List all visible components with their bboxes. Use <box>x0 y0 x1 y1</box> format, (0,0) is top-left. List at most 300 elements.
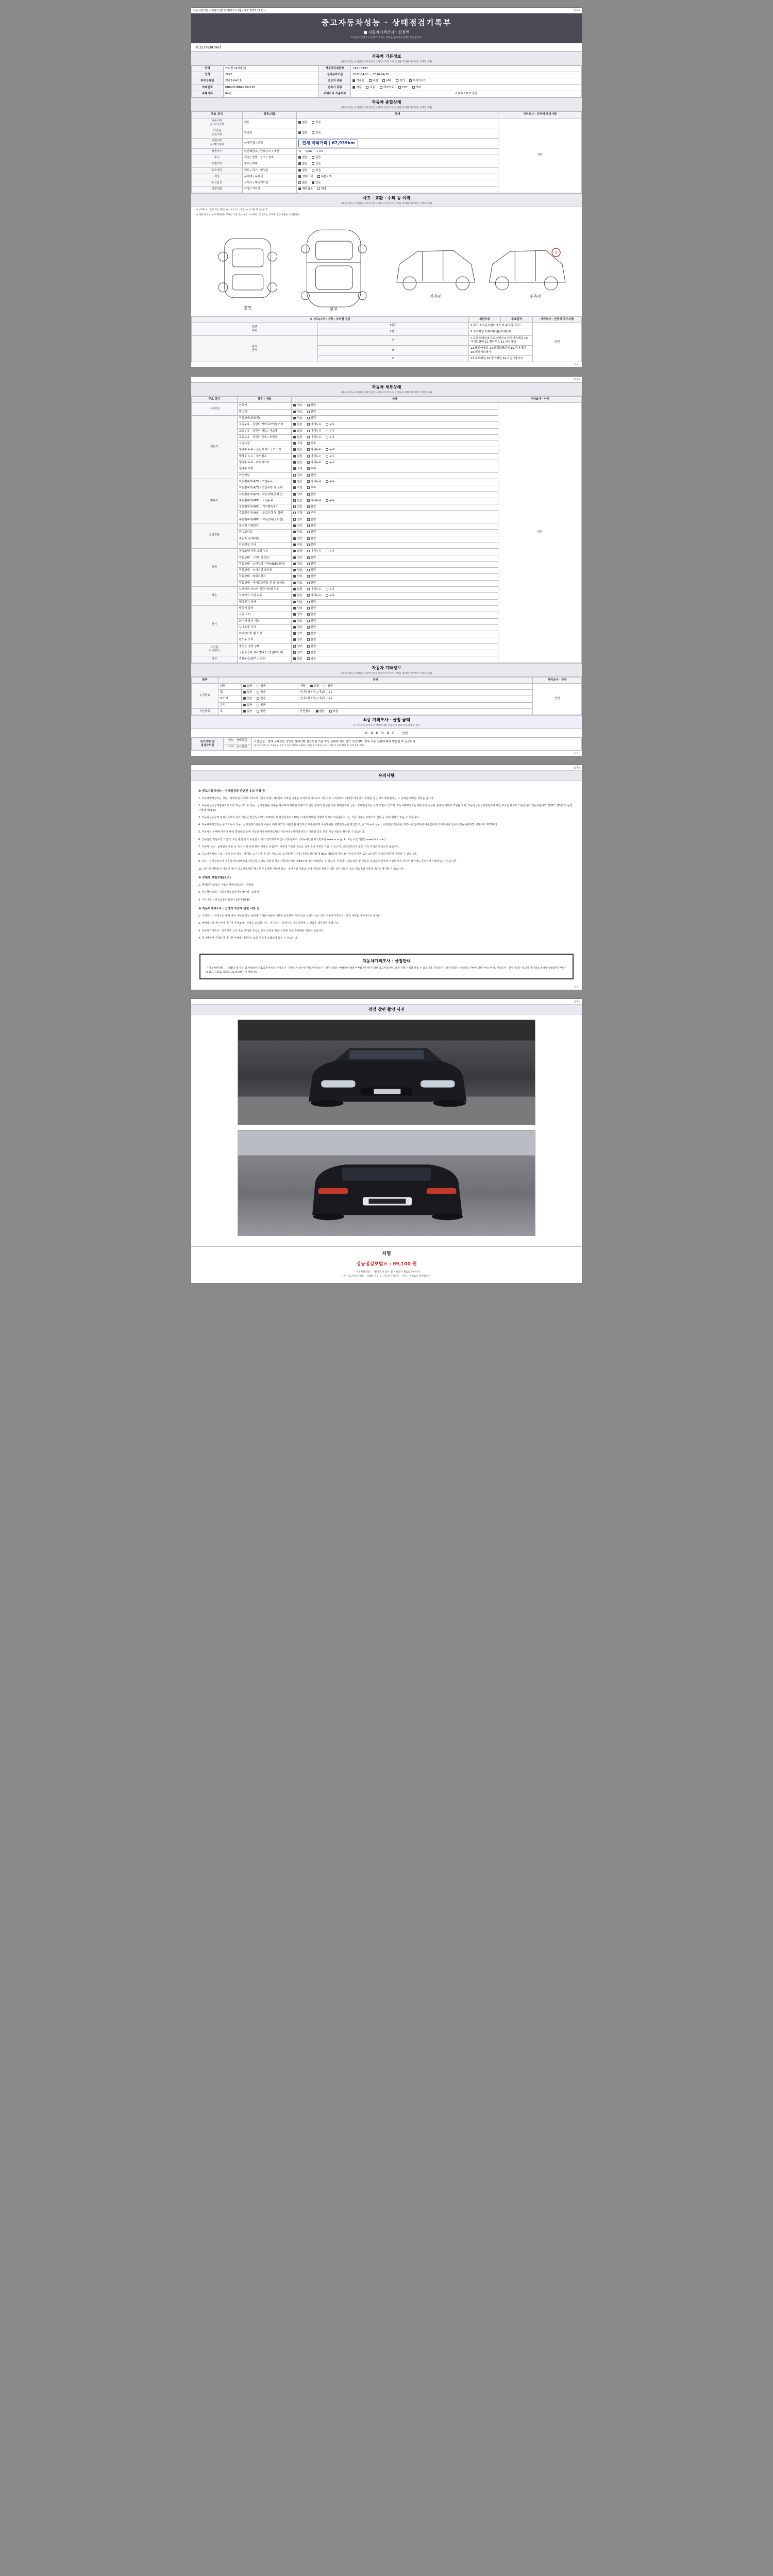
row-state[interactable] <box>292 523 498 530</box>
row-state[interactable] <box>292 593 498 599</box>
row-label: 최초등록일 <box>192 78 224 84</box>
state-ok[interactable]: 적정 <box>293 486 302 490</box>
row-state[interactable] <box>297 161 498 167</box>
table-row <box>192 696 582 702</box>
state-good[interactable]: 양호 <box>293 411 302 414</box>
table-row <box>192 709 582 715</box>
row-group: 저당권 등록여부 <box>192 128 243 139</box>
state-good[interactable]: 양호 <box>293 651 302 655</box>
state-bad[interactable]: 불량 <box>307 537 316 541</box>
state-bad[interactable]: 불량 <box>307 575 316 579</box>
section-basic-info-sub: (자동차성능·상태점검자 확인사항 / 자동차가격조사·산정을 의뢰한 경우에만 기재합니다) <box>341 60 432 63</box>
state-good[interactable]: 양호 <box>293 575 302 579</box>
state-good[interactable]: 양호 <box>293 638 302 642</box>
accident-legend-1: ※ (교체) X, (판금 또는 용접) W, (부식) C, (흠집) A, (요철) U, (손상) T <box>196 208 267 211</box>
state-good[interactable]: 양호 <box>293 531 302 534</box>
state-good[interactable]: 양호 <box>293 417 302 420</box>
state-bad[interactable]: 불량 <box>307 404 316 408</box>
notice-item: 5. 자동차의 손해에 대하여 배상 책임보험 등에 가입한 자동차매매업자와 자동차성능상태점검자는 아래와 같은 보험 가입 내용을 확인할 수 있습니다. <box>198 831 365 834</box>
mileage-handwritten: 현재 미래거리 | 67,939km <box>298 140 358 147</box>
state-none[interactable]: 없음 <box>293 480 302 484</box>
row-label: 주행거리 <box>192 91 224 97</box>
state-none[interactable]: 없음 <box>243 704 252 707</box>
row-state[interactable] <box>292 511 498 517</box>
table-header-row <box>192 397 582 403</box>
photo-area <box>191 1014 582 1246</box>
state2-yes[interactable]: 있음 <box>324 685 332 688</box>
table-row <box>192 403 582 409</box>
parts-head: ※ 사고(수리) 이력 / 부위별 점검 <box>192 316 469 323</box>
state-low[interactable]: 부족 <box>307 467 316 471</box>
state-good[interactable]: 양호 <box>293 645 302 649</box>
row-state[interactable] <box>292 574 498 580</box>
notice-intro: ※ 중고자동차성능 · 상태점검과 관련된 유의 사항 등 <box>198 789 265 793</box>
state-none[interactable]: 없음 <box>293 430 302 433</box>
row-state[interactable] <box>292 605 498 612</box>
row-state[interactable] <box>292 542 498 548</box>
state-bad[interactable]: 불량 <box>307 651 316 655</box>
row-state[interactable] <box>297 187 498 193</box>
row-label-2: 연료의 종류 <box>319 78 351 84</box>
state-leak[interactable]: 누유 <box>326 436 334 439</box>
page-number-4: (3쪽) <box>574 1001 580 1004</box>
table-row <box>192 690 582 696</box>
fuel-diesel[interactable]: 디젤 <box>369 79 378 83</box>
notice-item: 6. 성능점검 책임보험 가입 및 보상 관련 문의 사항은 아래의 연락처로 확인이 가능합니다. (자동차민원 대국민포털 www.ecar.go.kr 또는 보험개발원 www.kidi.or.kr) <box>198 838 386 841</box>
row-state[interactable] <box>292 416 498 422</box>
state-good[interactable]: 양호 <box>293 626 302 630</box>
row-state[interactable] <box>292 517 498 523</box>
table-row <box>192 91 582 97</box>
fuel-lpg[interactable]: LPG <box>382 79 391 83</box>
state-bad[interactable]: 불량 <box>307 563 316 566</box>
state-micro[interactable]: 미세누유 <box>307 594 322 598</box>
state-micro[interactable]: 미세누유 <box>307 480 322 484</box>
transmission-options[interactable] <box>351 84 582 91</box>
state2-none[interactable]: 없음 <box>316 710 325 714</box>
row-group: 튜닝 <box>192 155 243 161</box>
svg-text:우측면: 우측면 <box>529 294 542 299</box>
table-row <box>192 702 582 708</box>
row-group: 용도변경 <box>192 167 243 174</box>
sheet-basic <box>191 7 582 368</box>
recall-yes[interactable]: 해당 <box>317 188 326 191</box>
state-yes[interactable]: 있음 <box>257 710 265 714</box>
notice-item: 1. 자동차매매업자는 성능 · 상태점검기록부(가격조사 · 산정 포함) 제2면에 기재된 내용을 고지하지 아니하고 거짓으로 고지했으나 매매한 매수인이 손해를 입은 경우 매매업자는 그 손해를 배상할 책임을 집니다. <box>198 797 434 801</box>
row-item-2[interactable] <box>298 683 533 689</box>
state-none[interactable]: 없음 <box>293 461 302 465</box>
svg-text:앞면: 앞면 <box>244 305 252 310</box>
state-bad[interactable]: 불량 <box>307 582 316 585</box>
section-notice-title: 유의사항 <box>378 773 395 778</box>
state-bad[interactable]: 불량 <box>307 493 316 497</box>
footer-line-2: [ ㅜ ] 중고자동차성능 · 상태를 점검, [ ] 자동차가격조사 · 산정 } 하였음을 확인합니다. <box>342 1275 431 1278</box>
state-low[interactable]: 부족 <box>307 442 316 446</box>
state-leak[interactable]: 누유 <box>326 499 334 503</box>
special-yes[interactable]: 있음 <box>312 162 321 166</box>
state-yes[interactable]: 있음 <box>257 691 265 694</box>
row-state[interactable] <box>292 536 498 542</box>
rank-parts: 17.루프패널 18.필러패널 19.트렁크플로어 <box>469 355 533 362</box>
group-steering: 조향 <box>192 549 238 587</box>
row-item: 후 <box>219 709 242 715</box>
price-warning-box <box>199 954 574 979</box>
price-amount-digits[interactable]: 000000 만원 <box>365 731 408 736</box>
tuning-yes[interactable]: 있음 <box>312 156 321 160</box>
row-item: 자동변속기(A/T) - 오일누유 <box>237 479 292 485</box>
sheet-header-note-2 <box>191 377 582 382</box>
state-bad[interactable]: 불량 <box>307 417 316 420</box>
row-state[interactable] <box>292 624 498 631</box>
state-good[interactable]: 양호 <box>293 601 302 604</box>
row-state[interactable] <box>292 441 498 447</box>
state-none[interactable]: 없음 <box>298 131 307 135</box>
state-yes[interactable]: 있음 <box>307 657 316 661</box>
row-state[interactable] <box>292 637 498 643</box>
state-none[interactable]: 없음 <box>293 594 302 598</box>
section-price-sub: ※ 가격조사·산정자가 상세명세를 작성하여 차량 소유자에게 제공 <box>353 724 420 727</box>
option-yes[interactable]: 있음 <box>312 181 321 185</box>
row-item: 냉각수 누수 - 라디에이터 <box>237 460 292 466</box>
tuning-none[interactable]: 없음 <box>298 156 307 160</box>
parts-head-note: 가격조사 · 산정액 특기사항 <box>533 316 582 323</box>
state-bad[interactable]: 불량 <box>307 524 316 528</box>
state-good[interactable]: 양호 <box>293 474 302 478</box>
row-item: 윈도우 모터 <box>237 637 292 643</box>
page-number-2: (3쪽) <box>574 378 580 382</box>
fuel-hybrid[interactable]: 하이브리드 <box>409 79 426 83</box>
section-overall-sub: (자동차성능·상태점검자 확인사항 / 자동차가격조사·산정을 의뢰한 경우에만 기재합니다) <box>341 107 432 110</box>
row-state[interactable] <box>292 568 498 574</box>
state-bad[interactable]: 불량 <box>307 505 316 509</box>
row-state[interactable] <box>297 138 498 148</box>
price-warning-body: 「 자동차관리법 」 제58조 및 같은 법 시행규칙 제120조에 따라 가격조사 · 산정자가 실시한 자동차가격조사 · 산정 결과는 매매계약 체결 여부를 판단하기 위한 참고자료이며, 실제 거래 가격과 다를 수 있습니다. 가격조사 · 산정 결과는 자동차의 구매에 대한 서비스이며, 가격조사 · 산정 결과는 중고차 가격정보 관리에 활용되며 구매자의 참고 자료로 제공되므로 참고하시기 바랍니다. <box>206 967 566 974</box>
state-low[interactable]: 부족 <box>307 486 316 490</box>
row-item: 자동변속기(A/T) - 오일유량 및 상태 <box>237 485 292 492</box>
state-low[interactable]: 부족 <box>307 512 316 515</box>
row-state[interactable] <box>292 530 498 536</box>
row-item: 클러치 어셈블리 <box>237 523 292 530</box>
state-leak[interactable]: 누수 <box>326 461 334 465</box>
state-leak[interactable]: 누유 <box>326 594 334 598</box>
svg-text:좌측면: 좌측면 <box>430 294 442 299</box>
other-info-table <box>191 677 582 716</box>
special-none[interactable]: 없음 <box>298 162 307 166</box>
row-item: 렌트 <box>242 118 296 128</box>
row-state[interactable] <box>292 555 498 561</box>
state-none[interactable]: 없음 <box>243 685 252 688</box>
basic-info-table <box>191 65 582 97</box>
color-part[interactable]: 부분도색 <box>317 175 332 179</box>
rank-label: C <box>317 355 468 362</box>
usage-yes[interactable]: 있음 <box>312 169 321 173</box>
row-state[interactable] <box>292 403 498 409</box>
state2-yes[interactable]: 있음 <box>329 710 338 714</box>
state-bad[interactable]: 불량 <box>307 638 316 642</box>
state-micro[interactable]: 미세누수 <box>307 461 322 465</box>
row-item: 타이어 <box>219 696 242 702</box>
state-good[interactable]: 양호 <box>293 404 302 408</box>
state-good[interactable]: 양호 <box>293 493 302 497</box>
row-item: 오일유량 <box>237 441 292 447</box>
state-bad[interactable]: 불량 <box>307 544 316 547</box>
row-state[interactable] <box>292 460 498 466</box>
state-some[interactable]: 있음 <box>312 131 321 135</box>
row-state[interactable] <box>292 447 498 453</box>
emission-smoke: 1.0% <box>316 149 324 153</box>
state-leak[interactable]: 누유 <box>326 430 334 433</box>
notice-item: 8. 중고자동차의 구조 · 장치 등의 성능 · 상태를 고지하지 아니한 거짓으로 고지했거나 기재 (자동차관리법 제 80조 제6호에 따라 2년 이하의 징역 또는 2천만원 이하의 벌금에 처해질 수 있습니다. <box>198 853 417 856</box>
state-good[interactable]: 양호 <box>293 613 302 617</box>
state-yes[interactable]: 있음 <box>257 685 265 688</box>
rank-label: B <box>317 346 468 356</box>
section-detail-sub: (자동차성능·상태점검자 확인사항 / 자동차가격조사·산정을 의뢰한 경우에만 기재합니다) <box>341 392 432 395</box>
state-good[interactable]: 양호 <box>293 632 302 636</box>
row-value: 04천 <box>224 91 319 97</box>
table-row <box>192 78 582 84</box>
trans-auto[interactable]: 자동 <box>352 86 361 90</box>
mileage-digits: 0 0 0 0 0 0 안내 <box>351 91 582 97</box>
fuel-electric[interactable]: 전기 <box>396 79 405 83</box>
color-full[interactable]: 전체도색 <box>298 175 313 179</box>
row-item: 실내송풍 모터 <box>237 624 292 631</box>
sheet-header-note <box>191 8 582 13</box>
section-overall-band <box>191 97 582 111</box>
usage-none[interactable]: 없음 <box>298 169 307 173</box>
state-bad[interactable]: 불량 <box>307 518 316 522</box>
recall-none[interactable]: 해당없음 <box>298 188 313 191</box>
state-good[interactable]: 양호 <box>293 607 302 611</box>
row-item: 렌트 / 리스 / 영업용 <box>242 167 296 174</box>
row-item: 작동상태 - 스티어링 조인트 <box>237 568 292 574</box>
row-state[interactable] <box>292 643 498 650</box>
row-item: 변속기 <box>237 409 292 415</box>
remarks-content <box>252 738 582 751</box>
state-none[interactable]: 없음 <box>243 697 252 701</box>
section-accident-band <box>191 193 582 207</box>
row-state[interactable] <box>292 612 498 618</box>
notice-item: 10. 매수인(매매업자 이외의 자)이 중고자동차를 매수한 후 1개월 이내에 성능 · 상태점검 내용과 실제 차량의 상태가 다른 경우 매도인 또는 성능점검자에게 이의를 제기할 수 있습니다. <box>198 867 405 871</box>
row-state[interactable] <box>292 580 498 586</box>
row-state[interactable] <box>297 148 498 155</box>
row-state[interactable] <box>292 466 498 472</box>
row-item: 이행 / 미이행 <box>242 187 296 193</box>
group-fuel: 연료 <box>192 656 238 663</box>
state-none[interactable]: 없음 <box>293 499 302 503</box>
state-bad[interactable]: 불량 <box>307 613 316 617</box>
row-state[interactable] <box>297 167 498 174</box>
rank-label: A <box>317 335 468 346</box>
state-bad[interactable]: 불량 <box>307 632 316 636</box>
group-hv-electric: 고전원 전기장치 <box>192 643 238 656</box>
state-bad[interactable]: 불량 <box>307 620 316 623</box>
state-none[interactable]: 없음 <box>293 423 302 427</box>
sheet-footer-3: (3쪽) <box>574 986 579 989</box>
state-ok[interactable]: 적정 <box>293 467 302 471</box>
row-state[interactable] <box>292 656 498 663</box>
state-leak[interactable]: 누수 <box>326 455 334 459</box>
state-leak[interactable]: 누유 <box>326 423 334 427</box>
state-none[interactable]: 없음 <box>293 550 302 553</box>
photo-rear-image <box>238 1131 535 1235</box>
row-state[interactable] <box>297 155 498 161</box>
row-state[interactable] <box>297 128 498 139</box>
state-yes[interactable]: 있음 <box>257 704 265 707</box>
row-state[interactable] <box>292 650 498 656</box>
row-state[interactable] <box>292 492 498 498</box>
trans-manual[interactable]: 수동 <box>366 86 375 90</box>
row-item: 냉각수 수량 <box>237 466 292 472</box>
state-none[interactable]: 없음 <box>243 710 252 714</box>
row-position <box>298 702 533 708</box>
state-none[interactable]: 없음 <box>293 448 302 452</box>
state-micro[interactable]: 미세누유 <box>307 550 322 553</box>
state-leak[interactable]: 누유 <box>326 550 334 553</box>
state-good[interactable]: 양호 <box>293 569 302 572</box>
row-state[interactable] <box>292 422 498 428</box>
row-state[interactable] <box>242 709 298 715</box>
state-good[interactable]: 양호 <box>293 524 302 528</box>
row-state[interactable] <box>292 561 498 567</box>
signature-band: 서명 <box>191 1246 582 1259</box>
table-row <box>192 72 582 78</box>
row-state[interactable] <box>242 696 298 702</box>
state-good[interactable]: 양호 <box>293 556 302 560</box>
fuel-gasoline[interactable]: 가솔린 <box>352 79 364 83</box>
state-good[interactable]: 양호 <box>293 505 302 509</box>
state2-none[interactable]: 없음 <box>310 685 319 688</box>
state-micro[interactable]: 미세누유 <box>307 423 322 427</box>
option-none[interactable]: 없음 <box>298 181 307 185</box>
state-micro[interactable]: 미세누유 <box>307 499 322 503</box>
state-micro[interactable]: 미세누수 <box>307 455 322 459</box>
trans-semiauto[interactable]: 세미오토 <box>380 86 394 90</box>
row-item-2[interactable] <box>298 709 533 715</box>
trans-cvt[interactable]: CVT <box>398 86 408 90</box>
state-bad[interactable]: 불량 <box>307 569 316 572</box>
state-bad[interactable]: 불량 <box>307 531 316 534</box>
other-col-item: 항목 <box>192 677 219 683</box>
row-state[interactable] <box>297 180 498 187</box>
state-bad[interactable]: 불량 <box>307 607 316 611</box>
row-value: 2022 <box>224 72 319 78</box>
row-state[interactable] <box>297 174 498 180</box>
remarks-row1-label: 성능 · 상태점검 <box>224 738 252 744</box>
state-micro[interactable]: 미세누수 <box>307 448 322 452</box>
table-row <box>192 84 582 91</box>
notice-item: 9. 성능 · 상태점검자가 자동차성능상태점검기록부를 허위로 작성한 경우 자동차관리법 제80조에 따라 처벌받을 수 있으며, 점검자가 성능점검 및 기록부 작성을 타인에게 위임하거나 대여한 경우에도 동일하게 처벌받을 수 있습니다. <box>198 860 457 863</box>
row-state[interactable] <box>242 683 298 689</box>
row-group: 리콜대상 <box>192 187 243 193</box>
row-state[interactable] <box>242 690 298 696</box>
row-state[interactable] <box>242 702 298 708</box>
state-ok[interactable]: 적정 <box>293 442 302 446</box>
page-number: (3쪽) <box>574 9 580 12</box>
remarks-table <box>191 737 582 751</box>
state-good[interactable]: 양호 <box>293 563 302 566</box>
row-state[interactable] <box>292 587 498 593</box>
trans-etc[interactable]: 기타 <box>412 86 421 90</box>
row-state[interactable] <box>292 428 498 434</box>
row-item: 브레이크 오일 누유 <box>237 593 292 599</box>
table-row <box>192 118 582 128</box>
row-item: 와이퍼 모터 기능 <box>237 618 292 624</box>
row-position[interactable]: 전,후(좌 / 우) / 후(좌 / 우) <box>298 690 533 696</box>
state-none[interactable]: 없음 <box>243 691 252 694</box>
state-none[interactable]: 없음 <box>293 455 302 459</box>
row-label: 차명 <box>192 65 224 72</box>
row-state[interactable] <box>292 631 498 637</box>
state-good[interactable]: 양호 <box>293 620 302 623</box>
row-state[interactable] <box>292 434 498 440</box>
document-legal-note: 이 자동차가격조사·산정액 부분은 매매용 중고자동차에만 해당합니다. <box>350 37 423 39</box>
row-state[interactable] <box>292 618 498 624</box>
row-state[interactable] <box>292 479 498 485</box>
row-state[interactable] <box>292 485 498 492</box>
price-notice-item: 4. 특기사항에 기재되지 아니한 사항에 대하여는 보증 범위에 포함되지 않을 수 있습니다. <box>198 936 298 940</box>
state-good[interactable]: 양호 <box>293 537 302 541</box>
state-no[interactable]: 있음 <box>312 121 321 125</box>
table-row <box>192 323 582 329</box>
state-bad[interactable]: 불량 <box>307 645 316 649</box>
detail-col-state: 상태 <box>292 397 498 403</box>
detail-col-item: 항목 / 내용 <box>237 397 292 403</box>
state-yes[interactable]: 있음 <box>257 697 265 701</box>
row-state[interactable] <box>292 599 498 605</box>
state-leak[interactable]: 누수 <box>326 448 334 452</box>
row-state[interactable] <box>292 549 498 555</box>
section-other-title: 자동차 기타정보 <box>372 665 401 670</box>
state-bad[interactable]: 불량 <box>307 626 316 630</box>
state-none[interactable]: 없음 <box>293 588 302 591</box>
notice-item: 3. 자동차성능상태 점검기록부의 유효 기간은 발급일로부터 120일이며 점검일부터 120일 이내에 매매된 차량에 한하여 적용됩니다. 단, 기간 내라도 주행거리 변동 등 상태 변화가 있을 수 있습니다. <box>198 816 420 819</box>
row-state[interactable] <box>292 472 498 479</box>
state-none[interactable]: 없음 <box>293 657 302 661</box>
state-ok[interactable]: 적정 <box>293 512 302 515</box>
parts-head-frame: 주요골격 <box>501 316 533 323</box>
state-bad[interactable]: 불량 <box>307 411 316 414</box>
state-leak[interactable]: 누유 <box>326 588 334 591</box>
state-micro[interactable]: 미세누유 <box>307 588 322 591</box>
row-position[interactable]: 전,후(좌 / 우) / 후(좌 / 우) <box>298 696 533 702</box>
state-bad[interactable]: 불량 <box>307 474 316 478</box>
state-good[interactable]: 양호 <box>293 518 302 522</box>
row-state[interactable] <box>292 498 498 504</box>
row-state[interactable] <box>292 409 498 415</box>
detail-table <box>191 396 582 663</box>
state-yes[interactable]: 없음 <box>298 121 307 125</box>
state-leak[interactable]: 누유 <box>326 480 334 484</box>
row-item: 오일누유 - 실린더 블록 / 오일팬 <box>237 434 292 440</box>
state-micro[interactable]: 미세누유 <box>307 430 322 433</box>
group-frame: 주요 골격 <box>192 335 318 362</box>
table-row <box>192 683 582 689</box>
emission-co: % <box>298 149 301 153</box>
state-bad[interactable]: 불량 <box>307 556 316 560</box>
row-state[interactable] <box>297 118 498 128</box>
row-state[interactable] <box>292 504 498 511</box>
state-bad[interactable]: 불량 <box>307 601 316 604</box>
state-good[interactable]: 양호 <box>293 582 302 585</box>
section-notice-band <box>191 771 582 781</box>
accident-note: 안전 <box>533 323 582 362</box>
fuel-options[interactable] <box>351 78 582 84</box>
row-state[interactable] <box>292 453 498 460</box>
row-item: 추진축 및 베어링 <box>237 536 292 542</box>
state-micro[interactable]: 미세누유 <box>307 436 322 439</box>
state-good[interactable]: 양호 <box>293 544 302 547</box>
state-none[interactable]: 없음 <box>293 436 302 439</box>
